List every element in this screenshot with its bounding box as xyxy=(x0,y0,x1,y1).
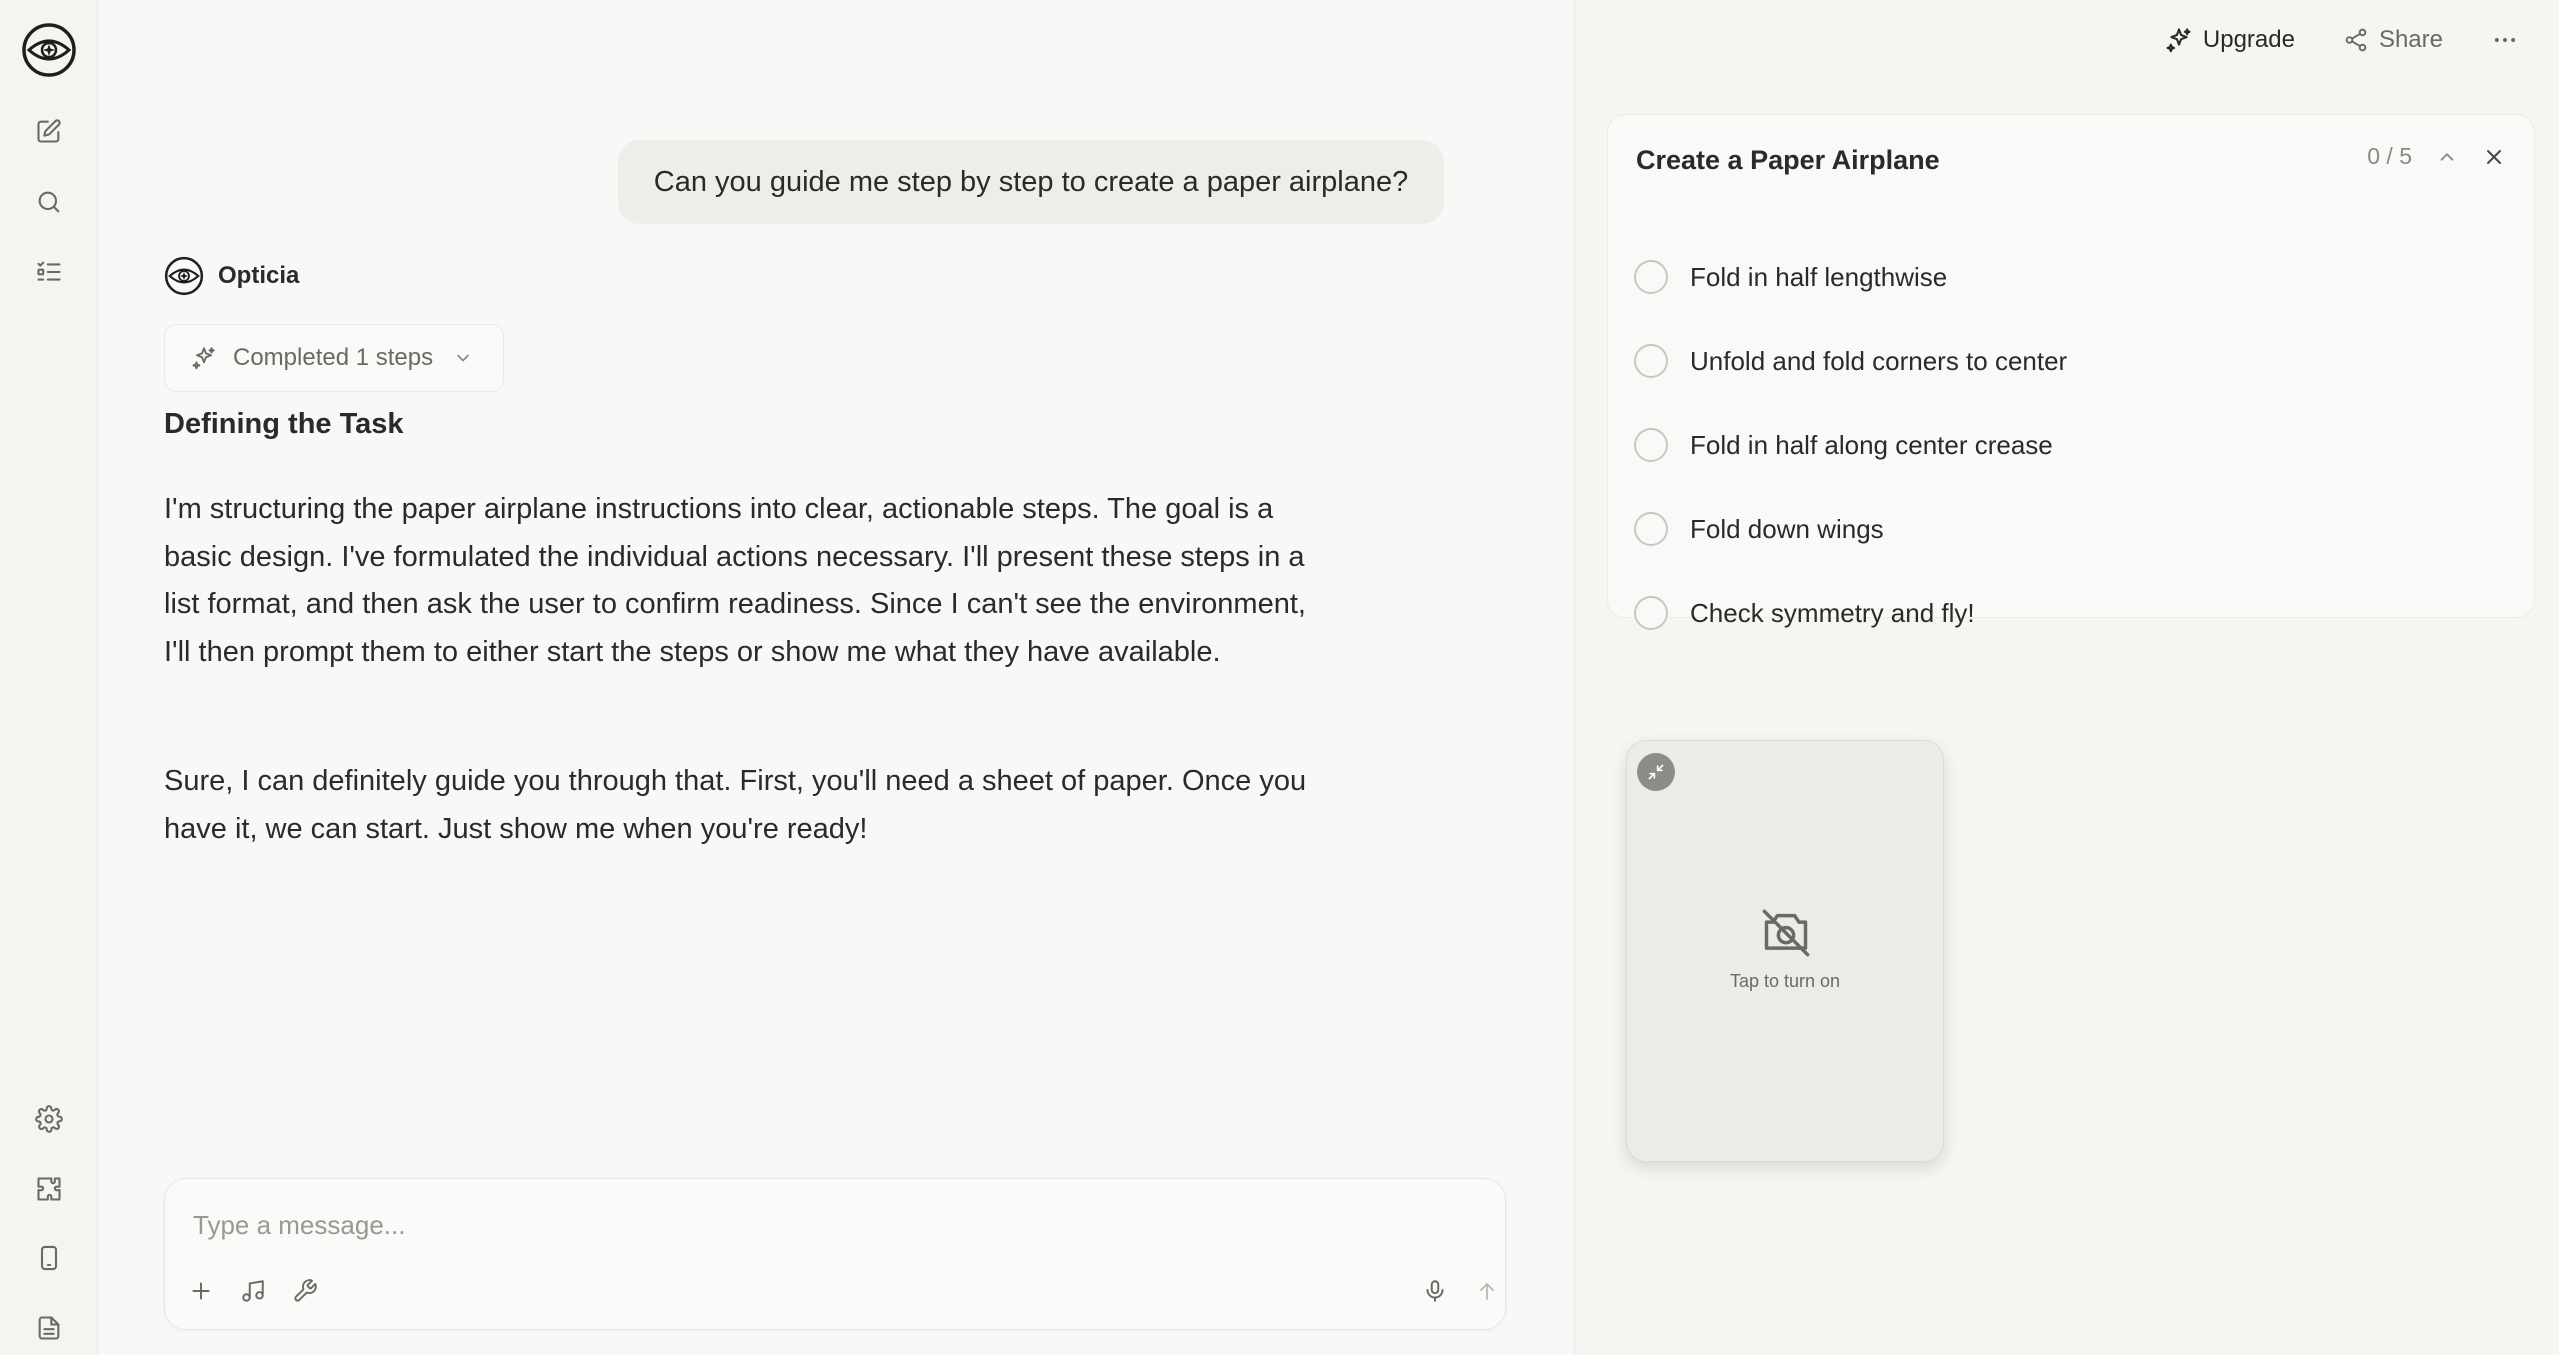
step-checkbox[interactable] xyxy=(1634,344,1668,378)
upgrade-label: Upgrade xyxy=(2202,26,2295,53)
chevron-up-icon[interactable] xyxy=(2436,146,2458,168)
share-button[interactable] xyxy=(2343,26,2443,54)
new-chat-icon[interactable] xyxy=(29,111,69,151)
step-checkbox[interactable] xyxy=(1634,512,1668,546)
task-step-item[interactable] xyxy=(1634,403,2514,487)
send-arrow-icon[interactable] xyxy=(1467,1271,1507,1311)
assistant-avatar-icon xyxy=(164,256,204,296)
thinking-title: Defining the Task xyxy=(164,408,404,440)
document-icon[interactable] xyxy=(29,1308,69,1348)
more-options-icon[interactable] xyxy=(2491,26,2519,54)
microphone-icon[interactable] xyxy=(1415,1271,1455,1311)
assistant-response: Sure, I can definitely guide you through that. First, you'll need a sheet of paper. Once you have it, we can start. Just show me when you're ready! xyxy=(164,765,1307,845)
tap-to-turn-on-label: Tap to turn on xyxy=(1729,971,1841,991)
step-label: Fold in half along center crease xyxy=(1690,429,2053,460)
close-icon[interactable] xyxy=(2482,145,2506,169)
top-bar xyxy=(2165,18,2559,62)
upgrade-button[interactable] xyxy=(2165,26,2295,54)
step-checkbox[interactable] xyxy=(1634,260,1668,294)
chat-area xyxy=(98,0,1574,1355)
task-step-item[interactable] xyxy=(1634,235,2514,319)
device-icon[interactable] xyxy=(29,1238,69,1278)
chevron-down-icon xyxy=(453,348,473,368)
completed-steps-toggle[interactable] xyxy=(164,324,504,392)
thinking-text: I'm structuring the paper airplane instructions into clear, actionable steps. The goal is a basic design. I've formulated the individual actions necessary. I'll present these steps in a list format, and then ask the user to confirm readiness. Since I can't see the environment, I'll then prompt them to either start the steps or show me what they have available. xyxy=(164,493,1306,668)
step-label: Unfold and fold corners to center xyxy=(1690,345,2068,376)
task-checklist-card xyxy=(1607,114,2535,628)
minimize-icon[interactable] xyxy=(1637,753,1675,791)
message-input[interactable] xyxy=(193,1205,1393,1245)
task-step-list xyxy=(1634,235,2514,655)
step-checkbox[interactable] xyxy=(1634,428,1668,462)
left-sidebar xyxy=(0,0,98,1355)
settings-icon[interactable] xyxy=(29,1099,69,1139)
share-label: Share xyxy=(2378,26,2443,53)
search-icon[interactable] xyxy=(29,182,69,222)
step-label: Fold in half lengthwise xyxy=(1690,261,1948,292)
step-checkbox[interactable] xyxy=(1634,596,1668,630)
add-attachment-icon[interactable] xyxy=(181,1271,221,1311)
camera-off-icon xyxy=(1760,907,1812,959)
sparkle-icon xyxy=(191,345,217,371)
task-title: Create a Paper Airplane xyxy=(1636,145,1940,175)
tasks-icon[interactable] xyxy=(29,252,69,292)
task-step-item[interactable] xyxy=(1634,487,2514,571)
wrench-tools-icon[interactable] xyxy=(285,1271,325,1311)
music-note-icon[interactable] xyxy=(233,1271,273,1311)
step-label: Check symmetry and fly! xyxy=(1690,597,1975,628)
task-step-item[interactable] xyxy=(1634,319,2514,403)
assistant-name: Opticia xyxy=(218,262,300,289)
task-controls xyxy=(2367,143,2506,170)
message-composer xyxy=(164,1178,1506,1330)
assistant-header xyxy=(164,256,299,296)
user-message-bubble: Can you guide me step by step to create a paper airplane? xyxy=(618,140,1444,224)
sparkle-icon xyxy=(2165,26,2193,54)
camera-preview[interactable] xyxy=(1626,740,1944,1162)
completed-steps-label: Completed 1 steps xyxy=(233,344,434,371)
opticia-logo-icon[interactable] xyxy=(21,22,77,78)
task-step-item[interactable] xyxy=(1634,571,2514,655)
task-progress: 0 / 5 xyxy=(2367,143,2412,169)
step-label: Fold down wings xyxy=(1690,513,1884,544)
share-icon xyxy=(2343,27,2369,53)
plugin-icon[interactable] xyxy=(29,1169,69,1209)
